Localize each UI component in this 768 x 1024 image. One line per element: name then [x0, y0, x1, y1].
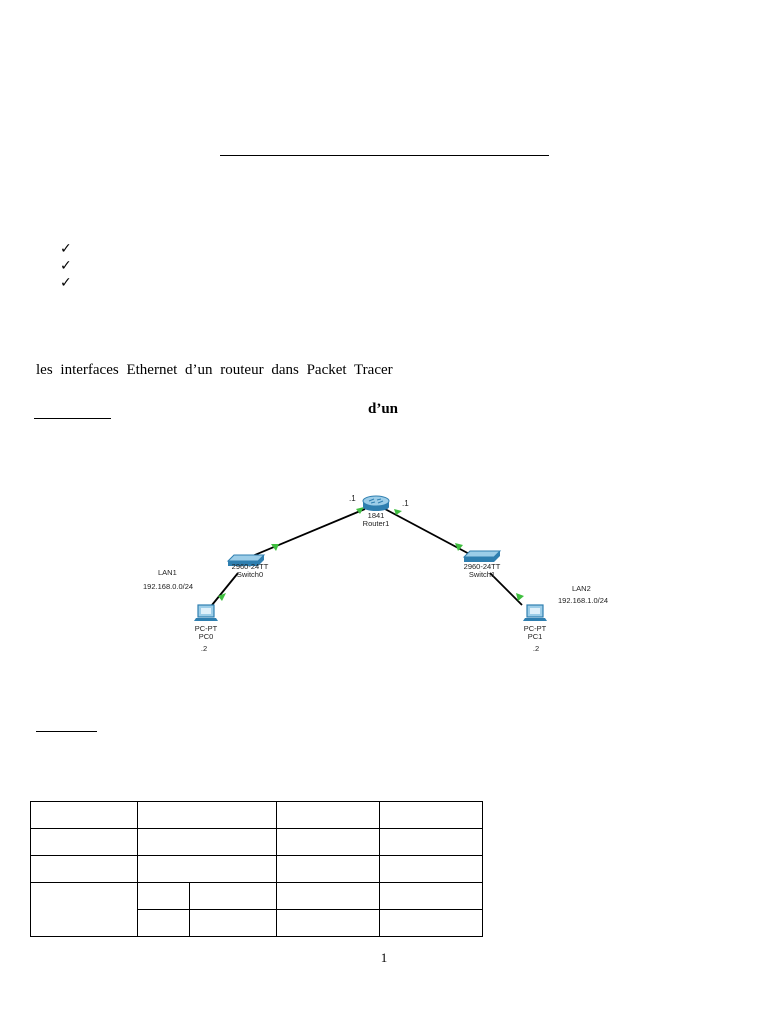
port-indicator: [218, 593, 226, 601]
pc0-name-label: PC0: [198, 632, 214, 641]
switch0-name-label: Switch0: [236, 570, 264, 579]
page-number: 1: [380, 950, 388, 965]
table-cell: [138, 856, 277, 883]
table-row: [31, 883, 483, 910]
pc-icon: [194, 605, 218, 621]
table-cell: [31, 883, 138, 937]
router-icon: [363, 496, 389, 511]
section-heading-fragment: d’un: [368, 401, 399, 417]
checkmark-icon: ✓: [60, 258, 72, 274]
checkmark-icon: ✓: [60, 241, 72, 257]
router-model-label: 1841: [367, 511, 385, 520]
switch1-name-label: Switch1: [468, 570, 496, 579]
link-router-switch0: [250, 509, 365, 557]
table-cell: [380, 883, 483, 910]
pc-icon: [523, 605, 547, 621]
lan1-network-label: 192.168.0.0/24: [143, 582, 194, 591]
router-name-label: Router1: [362, 519, 390, 528]
table-cell: [190, 883, 277, 910]
switch0-model-label: 2960-24TT: [231, 562, 269, 571]
network-topology-diagram: [130, 485, 630, 660]
addressing-table: [30, 801, 483, 937]
link-switch0-pc0: [212, 573, 238, 605]
table-cell: [277, 802, 380, 829]
table-row: [31, 829, 483, 856]
table-cell: [277, 910, 380, 937]
intro-paragraph: les interfaces Ethernet d’un routeur dans Packet Tracer: [36, 362, 393, 378]
lan2-network-label: 192.168.1.0/24: [558, 596, 609, 605]
table-cell: [31, 802, 138, 829]
pc1-name-label: PC1: [527, 632, 543, 641]
table-cell: [380, 910, 483, 937]
router-port-right: .1: [402, 499, 409, 508]
checkmark-icon: ✓: [60, 275, 72, 291]
lan1-name-label: LAN1: [158, 568, 177, 577]
pc1-host-label: .2: [532, 644, 540, 653]
table-cell: [138, 829, 277, 856]
table-cell: [277, 883, 380, 910]
pc0-type-label: PC-PT: [194, 624, 218, 633]
table-cell: [190, 910, 277, 937]
table-cell: [31, 829, 138, 856]
pc1-type-label: PC-PT: [523, 624, 547, 633]
section-heading-underline: [34, 418, 111, 419]
table-row: [31, 802, 483, 829]
table-cell: [380, 829, 483, 856]
table-cell: [277, 829, 380, 856]
pc0-host-label: .2: [200, 644, 208, 653]
table-cell: [138, 883, 190, 910]
table-cell: [277, 856, 380, 883]
table-cell: [380, 802, 483, 829]
table-heading-underline: [36, 731, 97, 732]
table-cell: [138, 802, 277, 829]
link-router-switch1: [385, 509, 475, 557]
table-cell: [138, 910, 190, 937]
lan2-name-label: LAN2: [572, 584, 591, 593]
title-underline: [220, 155, 549, 156]
router-port-left: .1: [349, 494, 356, 503]
switch1-model-label: 2960-24TT: [463, 562, 501, 571]
table-cell: [380, 856, 483, 883]
table-row: [31, 856, 483, 883]
switch-icon: [464, 551, 500, 562]
table-cell: [31, 856, 138, 883]
